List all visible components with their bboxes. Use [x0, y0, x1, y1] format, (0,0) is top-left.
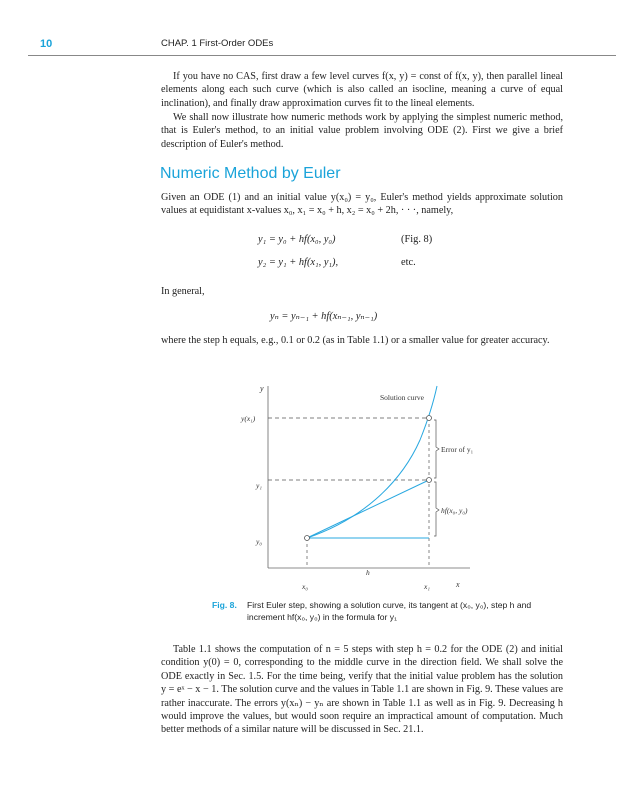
point-x1-yx1: [427, 416, 432, 421]
label-y0: y₀: [256, 537, 262, 546]
solution-curve: [307, 386, 437, 538]
equation-general: yₙ = yₙ₋₁ + hf(xₙ₋₁, yₙ₋₁): [270, 311, 378, 322]
label-x0: x₀: [302, 582, 308, 591]
intro-paragraph-2: We shall now illustrate how numeric methods work by applying the simplest numeric method, that is Euler's method, to an initial value problem involving ODE (2). First we give a brief description of Euler's method.: [161, 112, 563, 150]
section-title: Numeric Method by Euler: [160, 165, 341, 182]
label-increment: hf(x₀, y₀): [441, 506, 468, 515]
error-brace: [434, 420, 439, 478]
equation-y2: y₂ = y₁ + hf(x₁, y₁),: [258, 257, 339, 268]
equation-y1: y₁ = y₀ + hf(x₀, y₀): [258, 234, 336, 245]
figure-caption-label: Fig. 8.: [212, 600, 237, 610]
equation-y2-tag: etc.: [401, 257, 416, 268]
point-x0-y0: [305, 536, 310, 541]
in-general-text: In general,: [161, 286, 205, 297]
label-h: h: [366, 568, 370, 577]
label-solution-curve: Solution curve: [380, 393, 424, 402]
increment-brace: [434, 482, 439, 536]
running-head: CHAP. 1 First-Order ODEs: [161, 38, 274, 49]
figure-caption: First Euler step, showing a solution curve, its tangent at (x₀, y₀), step h and increment hf(x₀, y₀) in the formula for y₁: [247, 600, 532, 622]
label-y1: y₁: [256, 481, 262, 490]
y-axis-label: y: [260, 384, 264, 393]
closing-paragraph: Table 1.1 shows the computation of n = 5 steps with step h = 0.2 for the ODE (2) and initial condition y(0) = 0, corresponding to the middle curve in the direction field. We shall solve the ODE exactly in Sec. 1.5. For the time being, verify that the initial value problem has the solution y = eˣ − x − 1. The solution curve and the values in Table 1.1 are shown in Fig. 9. These values are rather inaccurate. The errors y(xₙ) − yₙ are shown in Table 1.1 as well as in Fig. 9. Decreasing h would improve the values, but would soon require an impractical amount of computation. Much better methods of a similar nature will be discussed in Sec. 21.1.: [161, 644, 563, 736]
label-error: Error of y₁: [441, 445, 474, 454]
point-x1-y1: [427, 478, 432, 483]
label-y-x1: y(x₁): [241, 414, 256, 423]
section-paragraph-1: Given an ODE (1) and an initial value y(x₀) = y₀, Euler's method yields approximate solution values at equidistant x-values x₀, x₁ = x₀ + h, x₂ = x₀ + 2h, · · ·, namely,: [161, 192, 563, 217]
intro-paragraph-1: If you have no CAS, first draw a few level curves f(x, y) = const of f(x, y), then parallel lineal elements along each such curve (which is also called an isocline, meaning a curve of equal inclination), and finally draw approximation curves fit to the lineal elements.: [161, 71, 563, 109]
section-paragraph-2: where the step h equals, e.g., 0.1 or 0.2 (as in Table 1.1) or a smaller value for greater accuracy.: [161, 335, 550, 346]
tangent-line: [307, 480, 429, 538]
page-number: 10: [40, 38, 53, 50]
equation-y1-tag: (Fig. 8): [401, 234, 433, 245]
x-axis-label: x: [456, 580, 460, 589]
label-x1: x₁: [424, 582, 430, 591]
